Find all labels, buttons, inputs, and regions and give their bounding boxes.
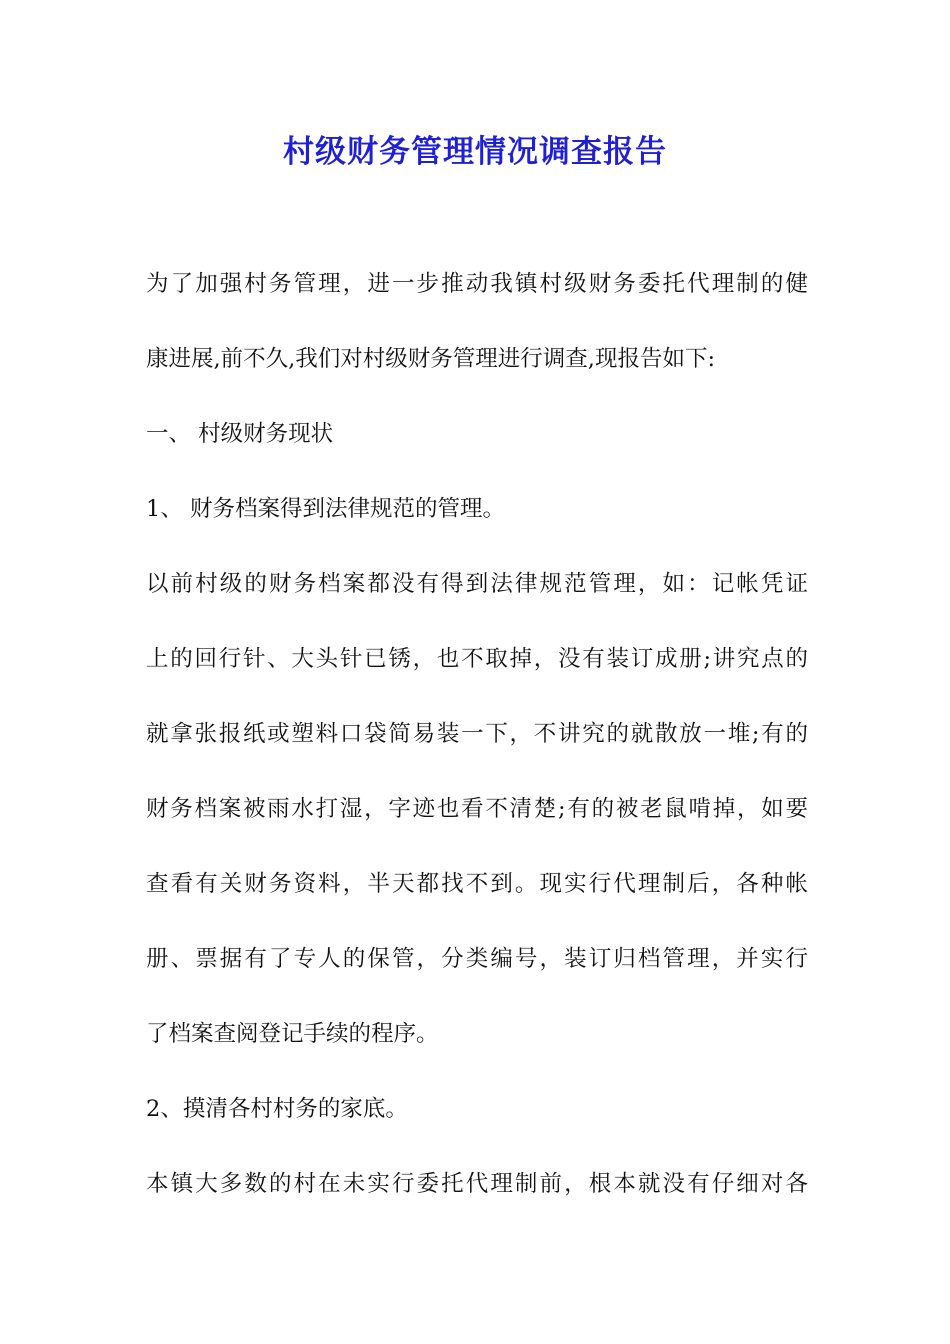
section-heading: 一、 村级财务现状: [146, 421, 334, 447]
paragraph-line: 康进展,前不久,我们对村级财务管理进行调查,现报告如下:: [146, 346, 716, 372]
paragraph-line: 了档案查阅登记手续的程序。: [146, 1021, 439, 1047]
subsection-heading: 1、 财务档案得到法律规范的管理。: [146, 496, 505, 522]
paragraph-line: 为了加强村务管理，进一步推动我镇村级财务委托代理制的健: [146, 271, 808, 297]
paragraph-line: 以前村级的财务档案都没有得到法律规范管理，如：记帐凭证: [146, 571, 808, 597]
document-title: 村级财务管理情况调查报告: [283, 134, 667, 170]
paragraph-line: 本镇大多数的村在未实行委托代理制前，根本就没有仔细对各: [146, 1171, 808, 1197]
paragraph-line: 就拿张报纸或塑料口袋简易装一下，不讲究的就散放一堆;有的: [146, 721, 808, 747]
paragraph-line: 查看有关财务资料，半天都找不到。现实行代理制后，各种帐: [146, 871, 808, 897]
paragraph-line: 财务档案被雨水打湿，字迹也看不清楚;有的被老鼠啃掉，如要: [146, 796, 808, 822]
paragraph-line: 上的回行针、大头针已锈，也不取掉，没有装订成册;讲究点的: [146, 646, 808, 672]
paragraph-line: 册、票据有了专人的保管，分类编号，装订归档管理，并实行: [146, 946, 808, 972]
subsection-heading: 2、摸清各村村务的家底。: [146, 1096, 408, 1122]
